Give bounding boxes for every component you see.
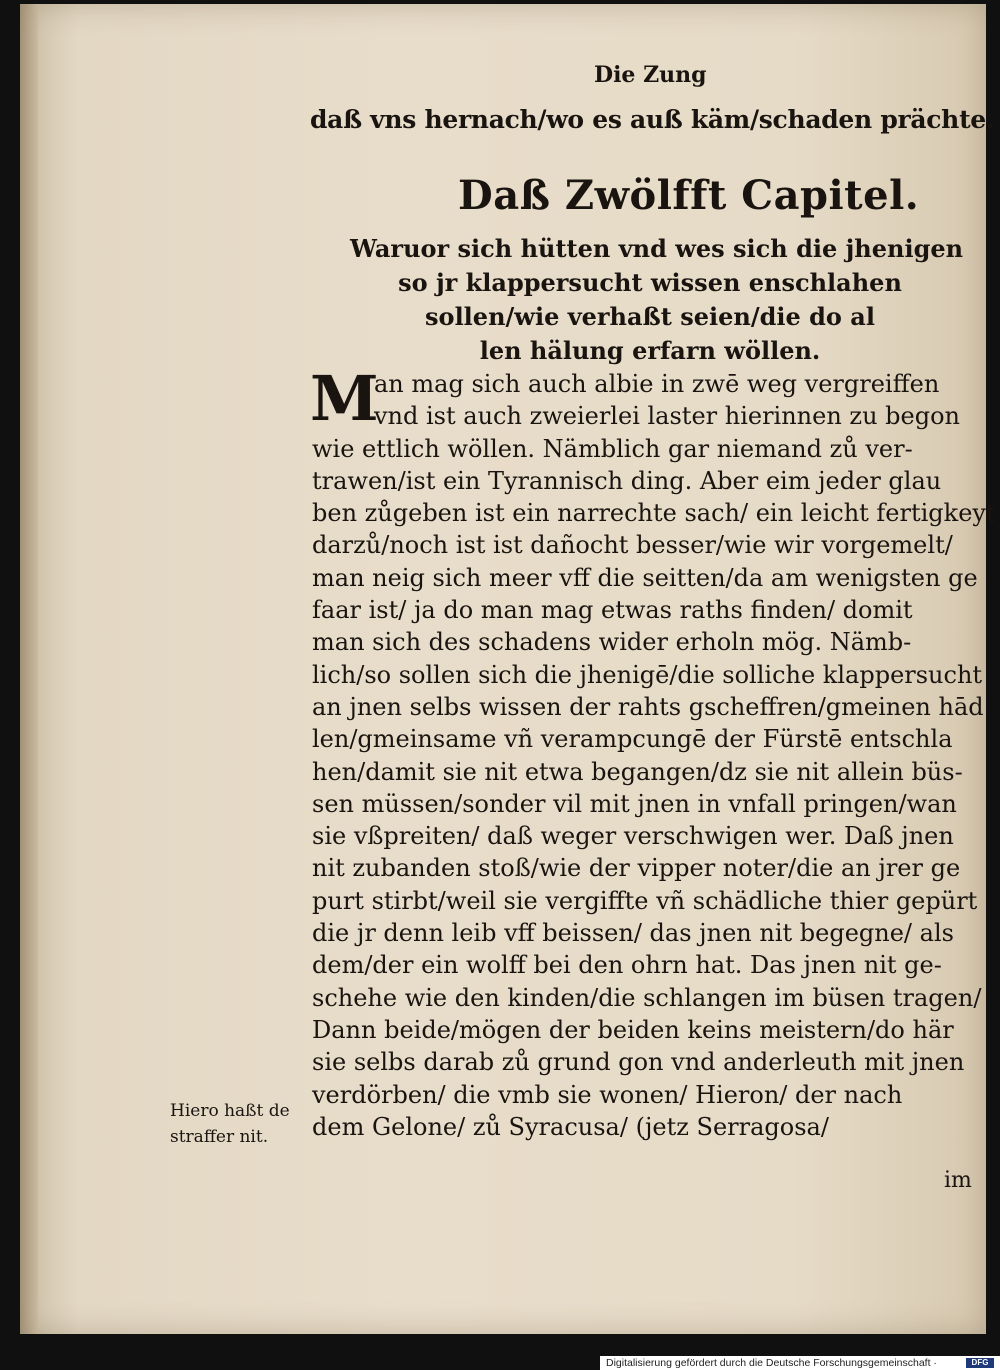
body-line: wie ettlich wöllen. Nämblich gar niemand zů ver- bbox=[312, 434, 913, 463]
chapter-title: Daß Zwölfft Capitel. bbox=[458, 172, 920, 219]
chapter-summary bbox=[350, 232, 964, 368]
body-line: darzů/noch ist ist dañocht besser/wie wir vorgemelt/ bbox=[312, 531, 953, 560]
body-line: trawen/ist ein Tyrannisch ding. Aber eim jeder glau bbox=[312, 466, 942, 495]
drop-cap-initial: M bbox=[310, 362, 379, 435]
body-line: hen/damit sie nit etwa begangen/dz sie nit allein büs- bbox=[312, 757, 963, 786]
body-line: purt stirbt/weil sie vergiffte vñ schädliche thier gepürt bbox=[312, 886, 978, 915]
summary-line: sollen/wie verhaßt seien/die do al bbox=[425, 302, 875, 331]
body-line: nit zubanden stoß/wie der vipper noter/die an jrer ge bbox=[312, 854, 961, 883]
body-text bbox=[310, 362, 996, 1143]
body-line: man sich des schadens wider erholn mög. Nämb- bbox=[312, 628, 912, 657]
body-line: sie selbs darab zů grund gon vnd anderleuth mit jnen bbox=[312, 1048, 965, 1077]
margin-note-line: straffer nit. bbox=[170, 1127, 269, 1147]
margin-note-line: Hiero haßt de bbox=[170, 1101, 290, 1121]
body-line: verdörben/ die vmb sie wonen/ Hieron/ der nach bbox=[312, 1080, 903, 1109]
body-line: lich/so sollen sich die jhenigē/die solliche klappersucht bbox=[312, 660, 983, 689]
body-line: faar ist/ ja do man mag etwas raths finden/ domit bbox=[312, 596, 913, 625]
body-line: an jnen selbs wissen der rahts gscheffren/gmeinen hād bbox=[312, 692, 984, 721]
body-line: schehe wie den kinden/die schlangen im büsen tragen/ bbox=[312, 983, 982, 1012]
body-line: man neig sich meer vff die seitten/da am wenigsten ge bbox=[312, 563, 978, 592]
summary-line: Waruor sich hütten vnd wes sich die jhenigen bbox=[350, 234, 964, 263]
summary-line: so jr klappersucht wissen enschlahen bbox=[398, 268, 902, 297]
page-gutter bbox=[20, 4, 38, 1334]
body-line: sie vßpreiten/ daß weger verschwigen wer. Daß jnen bbox=[312, 822, 954, 851]
catchword: im bbox=[944, 1168, 972, 1193]
body-line: die jr denn leib vff beissen/ das jnen nit begegne/ als bbox=[312, 919, 954, 948]
body-line: dem/der ein wolff bei den ohrn hat. Das jnen nit ge- bbox=[312, 951, 942, 980]
dfg-logo: DFG bbox=[966, 1358, 994, 1368]
body-line: vnd ist auch zweierlei laster hierinnen zu begon bbox=[374, 402, 960, 431]
body-line: dem Gelone/ zů Syracusa/ (jetz Serragosa/ bbox=[312, 1112, 829, 1141]
margin-note bbox=[170, 1098, 290, 1150]
body-line: ben zůgeben ist ein narrechte sach/ ein leicht fertigkeyt bbox=[312, 499, 996, 528]
body-line: an mag sich auch albie in zwē weg vergreiffen bbox=[374, 370, 940, 398]
body-line: sen müssen/sonder vil mit jnen in vnfall pringen/wan bbox=[312, 789, 957, 818]
funding-credit: Digitalisierung gefördert durch die Deutsche Forschungsgemeinschaft · bbox=[606, 1357, 937, 1369]
body-line: len/gmeinsame vñ verampcungē der Fürstē entschla bbox=[312, 725, 953, 754]
running-head: Die Zung bbox=[594, 62, 707, 88]
summary-line: len hälung erfarn wöllen. bbox=[479, 336, 821, 365]
continued-line: daß vns hernach/wo es auß käm/schaden prächte. bbox=[310, 105, 995, 134]
body-line: Dann beide/mögen der beiden keins meistern/do här bbox=[312, 1015, 954, 1044]
